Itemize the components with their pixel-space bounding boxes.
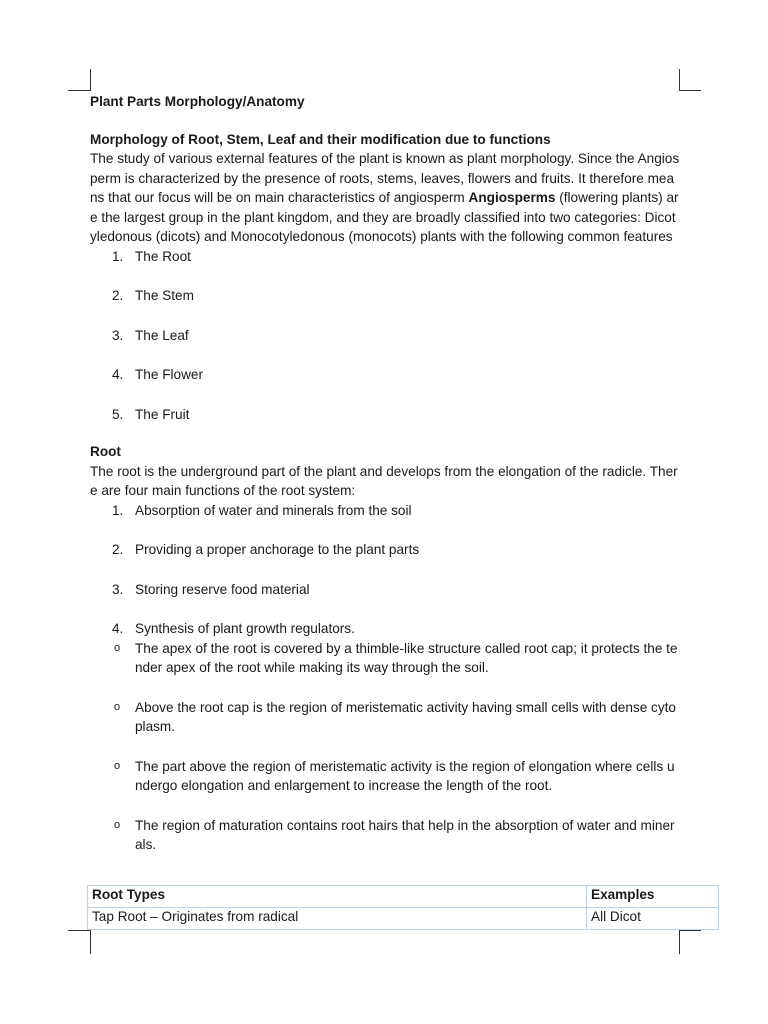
root-functions-list: [90, 501, 680, 639]
root-intro: The root is the underground part of the plant and develops from the elongation of the radicle. There are four main functions of the root system:: [90, 463, 678, 498]
list-item: 4. Synthesis of plant growth regulators.: [112, 621, 355, 636]
list-item: 1. Absorption of water and minerals from the soil: [112, 502, 412, 518]
table-cell: Tap Root – Originates from radical: [88, 908, 587, 930]
crop-mark-bottom-left-v: [90, 930, 91, 954]
list-item: 4. The Flower: [112, 367, 203, 382]
crop-mark-bottom-left-h: [68, 930, 90, 931]
table-header-row: [88, 886, 719, 908]
root-regions-list: [90, 639, 680, 855]
list-item: [90, 698, 680, 737]
list-item: 2. The Stem: [112, 288, 194, 303]
list-item-text: The region of maturation contains root hairs that help in the absorption of water and minerals.: [135, 817, 675, 852]
list-item-text: Synthesis of plant growth regulators.: [135, 621, 355, 636]
bullet-marker: o: [114, 641, 121, 654]
list-item-text: The part above the region of meristematic activity is the region of elongation where cells undergo elongation and enlargement to increase the length of the root.: [135, 758, 675, 793]
list-item-text: Providing a proper anchorage to the plant parts: [135, 542, 420, 557]
root-types-table: [87, 885, 719, 930]
list-item-text: The Stem: [135, 288, 194, 303]
crop-mark-top-left-v: [90, 69, 91, 91]
document-title: Plant Parts Morphology/Anatomy: [90, 94, 305, 109]
list-item: [90, 816, 680, 855]
bullet-marker: o: [114, 700, 121, 713]
root-heading: Root: [90, 444, 121, 459]
intro-paragraph: [90, 149, 680, 247]
list-item: 3. Storing reserve food material: [112, 581, 310, 597]
table-header-cell: Examples: [587, 886, 719, 908]
intro-text-start: The study of various external features of the plant is known as plant morphology. Since the Angiosperm is characterized by the presence of roots, stems, leaves, flowers and fruits. It therefore means that our focus will be on main characteristics of angiosperm: [90, 151, 680, 205]
document-body: [90, 92, 680, 875]
list-item: 1. The Root: [112, 248, 191, 264]
list-item-text: The Fruit: [135, 406, 190, 422]
list-item-text: Above the root cap is the region of meristematic activity having small cells with dense cytoplasm.: [135, 699, 676, 734]
list-item-text: Absorption of water and minerals from the soil: [135, 502, 412, 518]
plant-parts-list: [90, 247, 680, 425]
crop-mark-bottom-right-v: [679, 930, 680, 954]
list-item-text: The Leaf: [135, 327, 189, 343]
table-header-cell: Root Types: [88, 886, 587, 908]
list-item-text: The Root: [135, 248, 191, 264]
list-item: 2. Providing a proper anchorage to the plant parts: [112, 542, 420, 557]
crop-mark-top-right-v: [679, 69, 680, 91]
list-item-text: The apex of the root is covered by a thimble-like structure called root cap; it protects the tender apex of the root while making its way through the soil.: [135, 640, 678, 675]
crop-mark-bottom-right-h: [679, 930, 701, 931]
intro-text-end: (flowering plants) are the largest group in the plant kingdom, and they are broadly classified into two categories: Dicotyledonous (dicots) and Monocotyledonous (monocots) plants with the following common features: [90, 190, 679, 244]
crop-mark-top-left-h: [68, 90, 90, 91]
list-item: [90, 639, 680, 678]
list-item-text: Storing reserve food material: [135, 581, 310, 597]
list-item: [90, 757, 680, 796]
table-cell: All Dicot: [587, 908, 719, 930]
list-item: 5. The Fruit: [112, 406, 190, 422]
section-heading: Morphology of Root, Stem, Leaf and their modification due to functions: [90, 131, 551, 147]
intro-bold-term: Angiosperms: [468, 190, 556, 205]
list-item: 3. The Leaf: [112, 327, 189, 343]
list-item-text: The Flower: [135, 367, 203, 382]
bullet-marker: o: [114, 759, 121, 772]
table-row: [88, 908, 719, 930]
crop-mark-top-right-h: [679, 90, 701, 91]
bullet-marker: o: [114, 818, 121, 831]
